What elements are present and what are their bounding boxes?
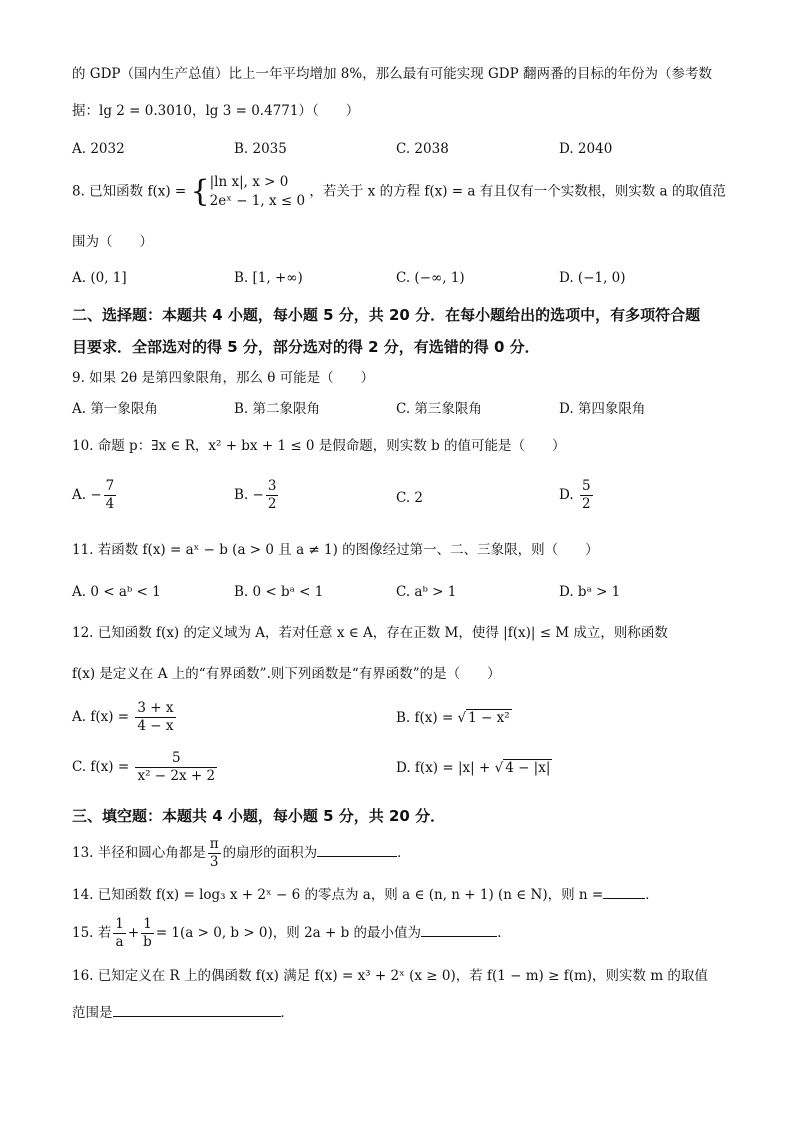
q15-f2-num: 1 — [141, 916, 154, 934]
q10-option-b[interactable] — [234, 478, 280, 513]
q14-answer-blank[interactable] — [603, 884, 645, 899]
q10-option-a-num: 7 — [105, 478, 115, 494]
q8-option-c[interactable]: C. (−∞, 1) — [396, 270, 465, 286]
q10-option-a[interactable] — [72, 478, 118, 513]
q10-option-d-fraction — [580, 478, 593, 513]
q14-stem — [72, 884, 659, 905]
q15-f1-den: a — [115, 934, 124, 950]
q15-fraction-1 — [113, 916, 126, 951]
q12-option-a-num: 3 + x — [137, 700, 174, 716]
q13-fraction — [208, 836, 221, 871]
q16-end: ． — [280, 1005, 294, 1021]
q10-option-b-label: B. — [234, 487, 249, 503]
q15-fraction-2 — [141, 916, 154, 951]
q10-option-d[interactable] — [559, 478, 595, 513]
q16-line-1: 16. 已知定义在 R 上的偶函数 f(x) 满足 f(x) = x³ + 2ˣ (x ≥ 0)，若 f(1 − m) ≥ f(m)，则实数 m 的取值 — [72, 968, 708, 984]
q12-option-c-label: C. f(x) = — [72, 759, 130, 775]
q8-case-2: 2eˣ − 1, x ≤ 0 — [209, 193, 306, 209]
q15-end: . — [497, 925, 502, 941]
q10-option-a-den: 4 — [105, 496, 115, 512]
q12-option-c-num: 5 — [135, 750, 217, 768]
q8-case-1: |ln x|, x > 0 — [209, 174, 289, 190]
q16-answer-blank[interactable] — [113, 1002, 281, 1017]
q10-option-d-label: D. — [559, 487, 574, 503]
section-3-heading: 三、填空题：本题共 4 小题，每小题 5 分，共 20 分． — [72, 807, 446, 825]
q15-f2-den: b — [143, 934, 152, 950]
q13-suffix: 的扇形的面积为 — [222, 845, 318, 861]
q11-stem: 11. 若函数 f(x) = aˣ − b (a > 0 且 a ≠ 1) 的图像经过第一、二、三象限，则（ ） — [72, 542, 599, 558]
section-2-heading-line-1: 二、选择题：本题共 4 小题，每小题 5 分，共 20 分．在每小题给出的选项中，有多项符合题 — [72, 306, 701, 324]
q12-option-d-radicand: 4 − |x| — [505, 760, 551, 776]
q10-option-b-den: 2 — [267, 496, 277, 512]
q7-option-b[interactable]: B. 2035 — [234, 141, 287, 157]
q8-suffix: ，若关于 x 的方程 f(x) = a 有且仅有一个实数根，则实数 a 的取值范 — [309, 183, 726, 200]
q16-prefix: 范围是 — [72, 1005, 113, 1021]
q12-option-c[interactable] — [72, 750, 219, 785]
q13-answer-blank[interactable] — [317, 842, 397, 857]
q12-option-b[interactable] — [396, 708, 512, 728]
q10-option-a-fraction — [104, 478, 117, 513]
q12-line-1: 12. 已知函数 f(x) 的定义域为 A，若对任意 x ∈ A，存在正数 M，使得 |f(x)| ≤ M 成立，则称函数 — [72, 625, 668, 641]
q11-option-c[interactable]: C. aᵇ > 1 — [396, 584, 457, 600]
q7-option-d[interactable]: D. 2040 — [559, 141, 613, 157]
q12-option-d-radical-sign: √ — [494, 760, 504, 776]
q8-fx: f(x) = — [147, 183, 187, 200]
q15-suffix: = 1(a > 0, b > 0)，则 2a + b 的最小值为 — [155, 925, 422, 941]
q8-prefix: 8. 已知函数 — [72, 183, 144, 200]
q15-stem — [72, 916, 501, 951]
q9-option-d[interactable]: D. 第四象限角 — [559, 401, 646, 417]
q13-prefix: 13. 半径和圆心角都是 — [72, 845, 206, 861]
q8-option-a[interactable]: A. (0, 1] — [72, 270, 127, 286]
q11-option-b[interactable]: B. 0 < bᵃ < 1 — [234, 584, 324, 600]
q10-option-b-sign: − — [252, 487, 264, 503]
q9-stem: 9. 如果 2θ 是第四象限角，那么 θ 可能是（ ） — [72, 370, 375, 386]
section-2-heading-line-2: 目要求．全部选对的得 5 分，部分选对的得 2 分，有选错的得 0 分． — [72, 338, 540, 356]
q15-plus: + — [127, 925, 140, 941]
q9-option-b[interactable]: B. 第二象限角 — [234, 401, 321, 417]
q9-option-c[interactable]: C. 第三象限角 — [396, 401, 482, 417]
q15-f1-num: 1 — [115, 916, 124, 932]
q12-option-b-radical-sign: √ — [457, 710, 467, 726]
q12-option-d[interactable] — [396, 758, 552, 778]
q10-option-b-num: 3 — [267, 478, 277, 494]
q12-option-c-fraction — [135, 750, 217, 785]
q9-option-a[interactable]: A. 第一象限角 — [72, 401, 158, 417]
q10-stem: 10. 命题 p：∃x ∈ R，x² + bx + 1 ≤ 0 是假命题，则实数 b 的值可能是（ ） — [72, 438, 566, 454]
q13-stem — [72, 836, 411, 871]
q15-answer-blank[interactable] — [421, 922, 497, 937]
q16-line-2 — [72, 1002, 294, 1023]
q8-cases — [210, 173, 305, 211]
q12-line-2: f(x) 是定义在 A 上的“有界函数”.则下列函数是“有界函数”的是（ ） — [72, 666, 501, 682]
q13-num: π — [209, 836, 219, 852]
q14-end: ． — [645, 887, 659, 903]
q7-option-a[interactable]: A. 2032 — [72, 141, 125, 157]
q12-option-a-den: 4 − x — [137, 718, 174, 734]
q14-text: 14. 已知函数 f(x) = log₃ x + 2ˣ − 6 的零点为 a，则 a ∈ (n, n + 1) (n ∈ N)，则 n = — [72, 887, 604, 903]
q7-line-1: 的 GDP（国内生产总值）比上一年平均增加 8%，那么最有可能实现 GDP 翻两番的目标的年份为（参考数 — [72, 66, 712, 82]
q12-option-a-label: A. f(x) = — [72, 709, 130, 725]
q10-option-b-fraction — [266, 478, 279, 513]
q10-option-d-num: 5 — [581, 478, 591, 494]
q8-stem — [72, 173, 726, 211]
q8-line-2: 围为（ ） — [72, 234, 153, 250]
q12-option-b-radicand: 1 − x² — [468, 710, 510, 726]
q12-option-a[interactable] — [72, 700, 178, 735]
q8-option-d[interactable]: D. (−1, 0) — [559, 270, 626, 286]
q12-option-a-fraction — [135, 700, 175, 735]
q12-option-c-den: x² − 2x + 2 — [137, 768, 216, 784]
q7-line-2: 据：lg 2 = 0.3010，lg 3 = 0.4771）（ ） — [72, 103, 360, 119]
q7-option-c[interactable]: C. 2038 — [396, 141, 449, 157]
q15-prefix: 15. 若 — [72, 925, 112, 941]
q12-option-d-label: D. f(x) = |x| + — [396, 760, 491, 776]
q10-option-d-den: 2 — [581, 496, 591, 512]
q11-option-d[interactable]: D. bᵃ > 1 — [559, 584, 621, 600]
q12-option-b-label: B. f(x) = — [396, 710, 454, 726]
q10-option-a-sign: − — [90, 487, 102, 503]
q8-brace: { — [190, 174, 210, 209]
q10-option-a-label: A. — [72, 487, 87, 503]
q13-den: 3 — [209, 854, 219, 870]
q8-option-b[interactable]: B. [1, +∞) — [234, 270, 303, 286]
q11-option-a[interactable]: A. 0 < aᵇ < 1 — [72, 584, 161, 600]
q13-end: ． — [397, 845, 411, 861]
q10-option-c[interactable]: C. 2 — [396, 490, 424, 506]
